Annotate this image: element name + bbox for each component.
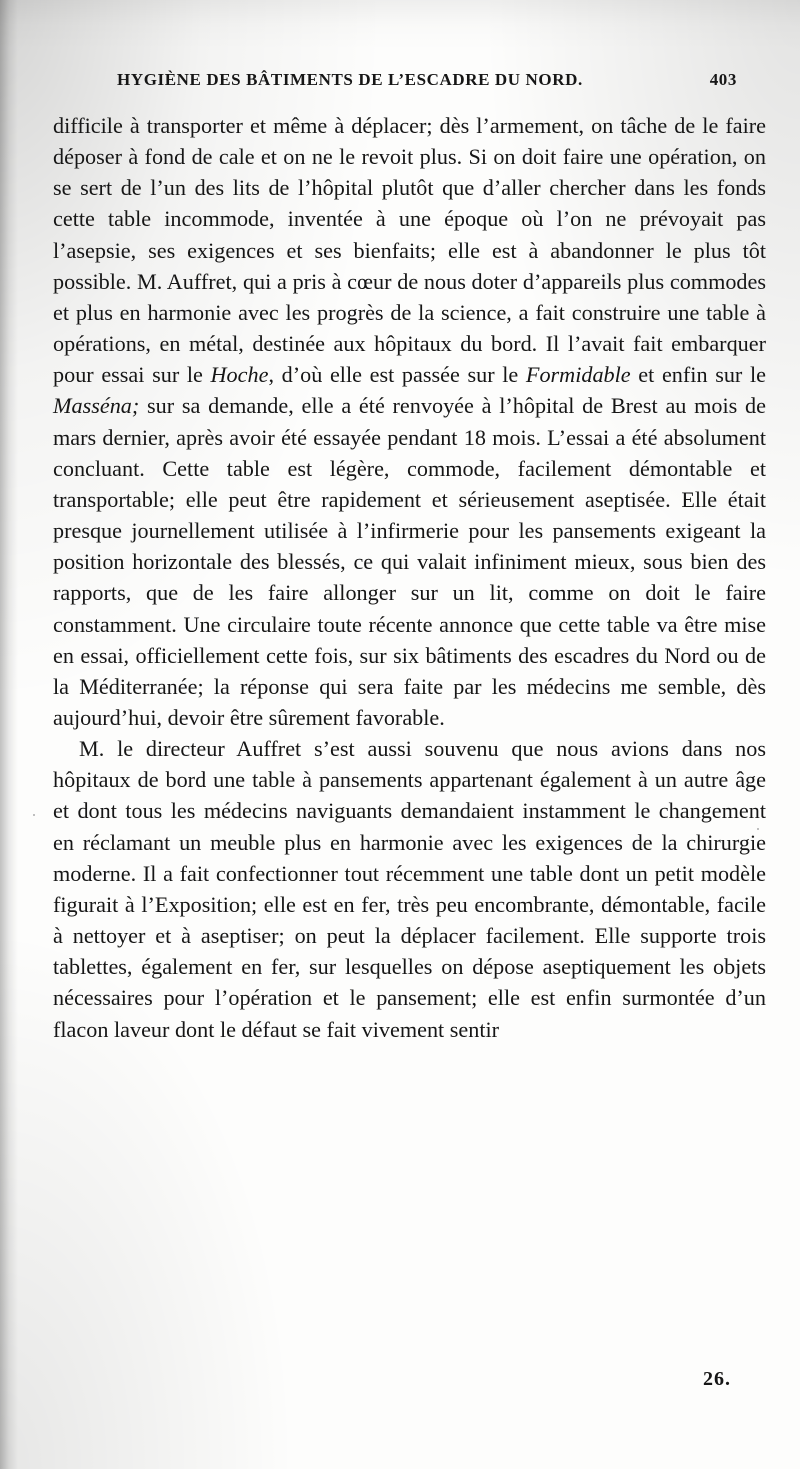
running-title: HYGIÈNE DES BÂTIMENTS DE L’ESCADRE DU NORD. xyxy=(117,70,583,89)
paragraph-1-text-4: sur sa demande, elle a été renvoyée à l’hôpital de Brest au mois de mars dernier, après avoir été essayée pendant 18 mois. L’essai a été absolument concluant. Cette table est légère, commode, facilement démontable et transportable; elle peut être rapidement et sérieusement aseptisée. Elle était presque journellement utilisée à l’infirmerie pour les pansements exigeant la position horizontale des blessés, ce qui valait infiniment mieux, sous bien des rapports, que de les faire allonger sur un lit, comme on doit le faire constamment. Une circulaire toute récente annonce que cette table va être mise en essai, officiellement cette fois, sur six bâtiments des escadres du Nord ou de la Méditerranée; la réponse qui sera faite par les médecins me semble, dès aujourd’hui, devoir être sûrement favorable. xyxy=(53,393,766,730)
scan-speck xyxy=(757,828,759,830)
paragraph-1 xyxy=(53,110,766,733)
paragraph-1-text-1: difficile à transporter et même à déplacer; dès l’armement, on tâche de le faire déposer à fond de cale et on ne le revoit plus. Si on doit faire une opération, on se sert de l’un des lits de l’hôpital plutôt que d’aller chercher dans les fonds cette table incommode, inventée à une époque où l’on ne prévoyait pas l’asepsie, ses exigences et ses bienfaits; elle est à abandonner le plus tôt possible. M. Auffret, qui a pris à cœur de nous doter d’appareils plus commodes et plus en harmonie avec les progrès de la science, a fait construire une table à opérations, en métal, destinée aux hôpitaux du bord. Il l’avait fait embarquer pour essai sur le xyxy=(53,113,766,388)
page-number: 403 xyxy=(709,70,737,89)
paragraph-1-text-2: , d’où elle est passée sur le xyxy=(268,362,526,388)
paragraph-2 xyxy=(53,733,766,1045)
page-header xyxy=(117,70,737,94)
ship-name-massena: Masséna; xyxy=(53,393,140,419)
paragraph-1-text-3: et enfin sur le xyxy=(630,362,766,388)
top-page-shadow xyxy=(0,0,800,50)
ship-name-formidable: Formidable xyxy=(525,362,631,388)
ship-name-hoche: Hoche xyxy=(210,362,269,388)
main-text xyxy=(53,110,766,1045)
paragraph-2-text: M. le directeur Auffret s’est aussi souvenu que nous avions dans nos hôpitaux de bord une table à pansements appartenant également à un autre âge et dont tous les médecins naviguants demandaient instamment le changement en réclamant un meuble plus en harmonie avec les exigences de la chirurgie moderne. Il a fait confectionner tout récemment une table dont un petit modèle figurait à l’Exposition; elle est en fer, très peu encombrante, démontable, facile à nettoyer et à aseptiser; on peut la déplacer facilement. Elle supporte trois tablettes, également en fer, sur lesquelles on dépose aseptiquement les objets nécessaires pour l’opération et le pansement; elle est enfin surmontée d’un flacon laveur dont le défaut se fait vivement sentir xyxy=(53,736,766,1042)
left-binding-shadow xyxy=(0,0,18,1469)
printer-signature: 26. xyxy=(703,1368,731,1390)
scan-speck xyxy=(33,814,35,816)
